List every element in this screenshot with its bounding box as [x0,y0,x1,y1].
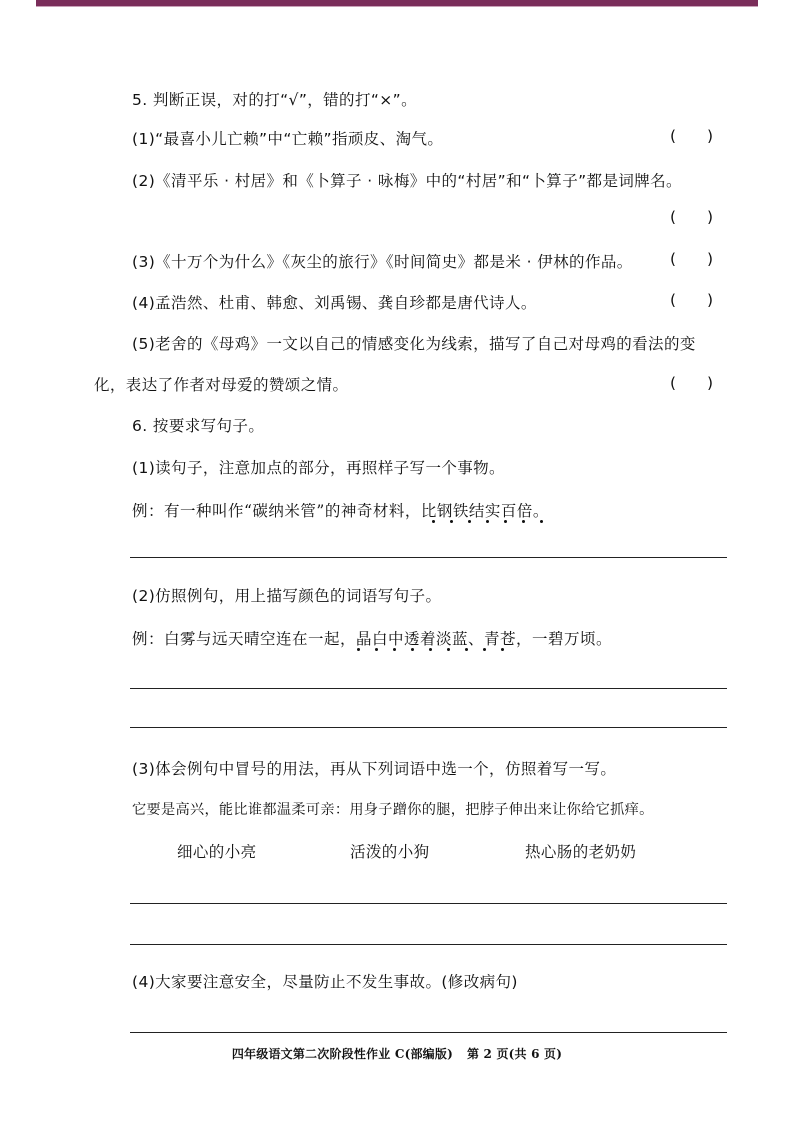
q6-sub3-example: 它要是高兴，能比谁都温柔可亲：用身子蹭你的腿，把脖子伸出来让你给它抓痒。 [132,802,654,818]
emphasis-dots-2 [355,648,525,652]
answer-box-2[interactable]: ( ) [670,208,714,226]
q5-item-5-line2: 化，表达了作者对母爱的赞颂之情。 [94,376,349,394]
answer-line-5[interactable] [130,944,727,945]
page-footer [0,1045,794,1062]
q6-sub2-example: 例：白雾与远天晴空连在一起，晶白中透着淡蓝、青苍，一碧万顷。 [132,630,613,648]
footer-page-number: 第 2 页(共 6 页) [466,1047,563,1061]
q6-sub1-prompt: (1)读句子，注意加点的部分，再照样子写一个事物。 [132,459,505,477]
q5-item-5-line1: (5)老舍的《母鸡》一文以自己的情感变化为线索，描写了自己对母鸡的看法的变 [132,335,696,353]
word-choice-3: 热心肠的老奶奶 [525,843,637,861]
q5-item-4: (4)孟浩然、杜甫、韩愈、刘禹锡、龚自珍都是唐代诗人。 [132,294,537,312]
top-border [0,0,794,12]
q5-heading: 5. 判断正误，对的打“√”，错的打“×”。 [132,91,418,109]
emphasis-dots-1 [430,520,560,524]
answer-line-3[interactable] [130,727,727,728]
q5-item-3: (3)《十万个为什么》《灰尘的旅行》《时间简史》都是米 · 伊林的作品。 [132,253,633,271]
footer-title: 四年级语文第二次阶段性作业 C(部编版) [231,1047,453,1061]
q6-sub1-example: 例：有一种叫作“碳纳米管”的神奇材料，比钢铁结实百倍。 [132,502,549,520]
q5-item-2: (2)《清平乐 · 村居》和《卜算子 · 咏梅》中的“村居”和“卜算子”都是词牌名。 [132,172,682,190]
word-choice-2: 活泼的小狗 [350,843,430,861]
q5-item-1: (1)“最喜小儿亡赖”中“亡赖”指顽皮、淘气。 [132,130,444,148]
answer-line-1[interactable] [130,557,727,558]
answer-box-4[interactable]: ( ) [670,291,714,309]
q6-heading: 6. 按要求写句子。 [132,417,265,435]
q6-sub3-prompt: (3)体会例句中冒号的用法，再从下列词语中选一个，仿照着写一写。 [132,760,617,778]
answer-line-4[interactable] [130,903,727,904]
answer-line-2[interactable] [130,688,727,689]
q6-sub4-prompt: (4)大家要注意安全，尽量防止不发生事故。(修改病句) [132,973,518,991]
q6-sub2-prompt: (2)仿照例句，用上描写颜色的词语写句子。 [132,587,442,605]
answer-box-1[interactable]: ( ) [670,127,714,145]
word-choice-1: 细心的小亮 [177,843,257,861]
answer-box-3[interactable]: ( ) [670,250,714,268]
answer-box-5[interactable]: ( ) [670,374,714,392]
answer-line-6[interactable] [130,1032,727,1033]
